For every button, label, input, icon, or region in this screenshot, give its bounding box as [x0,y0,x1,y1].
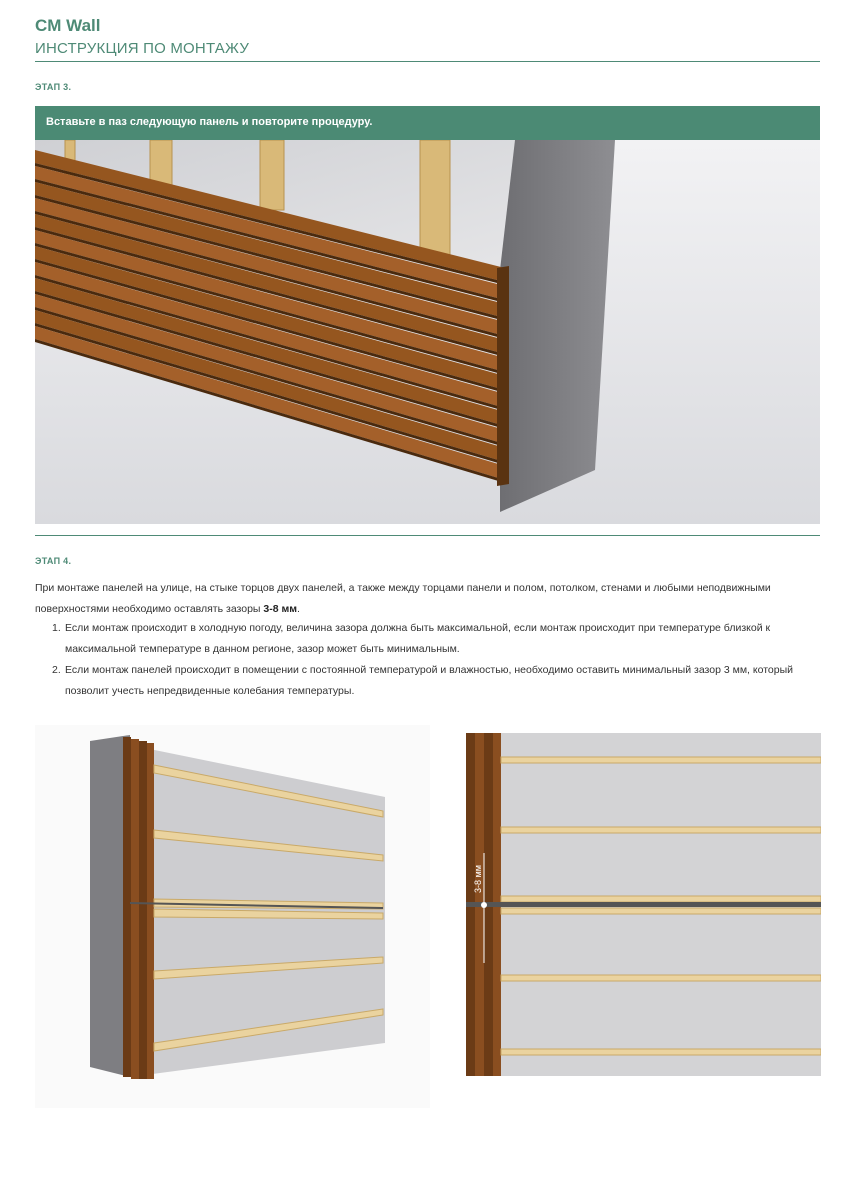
step-3-banner: Вставьте в паз следующую панель и повторите процедуру. [35,106,820,140]
corner-panels [123,737,154,1079]
brand-title: CM Wall [35,16,101,35]
list-item [35,618,820,660]
list-item [35,660,820,702]
list-item-text: Если монтаж происходит в холодную погоду, величина зазора должна быть максимальной, если монтаж происходит при температуре близкой к максимальной температуре в данном регионе, зазор может быть минимальным. [65,622,771,655]
step-divider [35,535,820,536]
step-4-paragraph [35,578,825,620]
document-subtitle: ИНСТРУКЦИЯ ПО МОНТАЖУ [35,40,250,57]
paragraph-lead: При монтаже панелей на улице, на стыке торцов двух панелей, а также между торцами панели и полом, потолком, стенами и любыми неподвижными поверхностями необходимо оставлять зазоры [35,582,771,615]
paragraph-end: . [297,603,300,615]
step-4-label: ЭТАП 4. [35,556,72,566]
step-4-perspective-illustration [35,725,430,1108]
dimension-point [481,902,487,908]
step-3-label: ЭТАП 3. [35,82,72,92]
list-item-number: 1. [52,622,61,634]
gap-value: 3-8 мм [263,603,298,615]
step-4-list [35,618,820,702]
gap-annotation: 3-8 мм [473,865,483,893]
list-item-number: 2. [52,664,61,676]
step-3-illustration [35,140,820,524]
header-divider [35,61,820,62]
gap-line [466,902,821,907]
list-item-text: Если монтаж панелей происходит в помещении с постоянной температурой и влажностью, необходимо оставить минимальный зазор 3 мм, который позволит учесть непредвиденные колебания температуры. [65,664,793,697]
wood-panel-end [497,266,509,486]
step-4-front-illustration [466,733,821,1076]
